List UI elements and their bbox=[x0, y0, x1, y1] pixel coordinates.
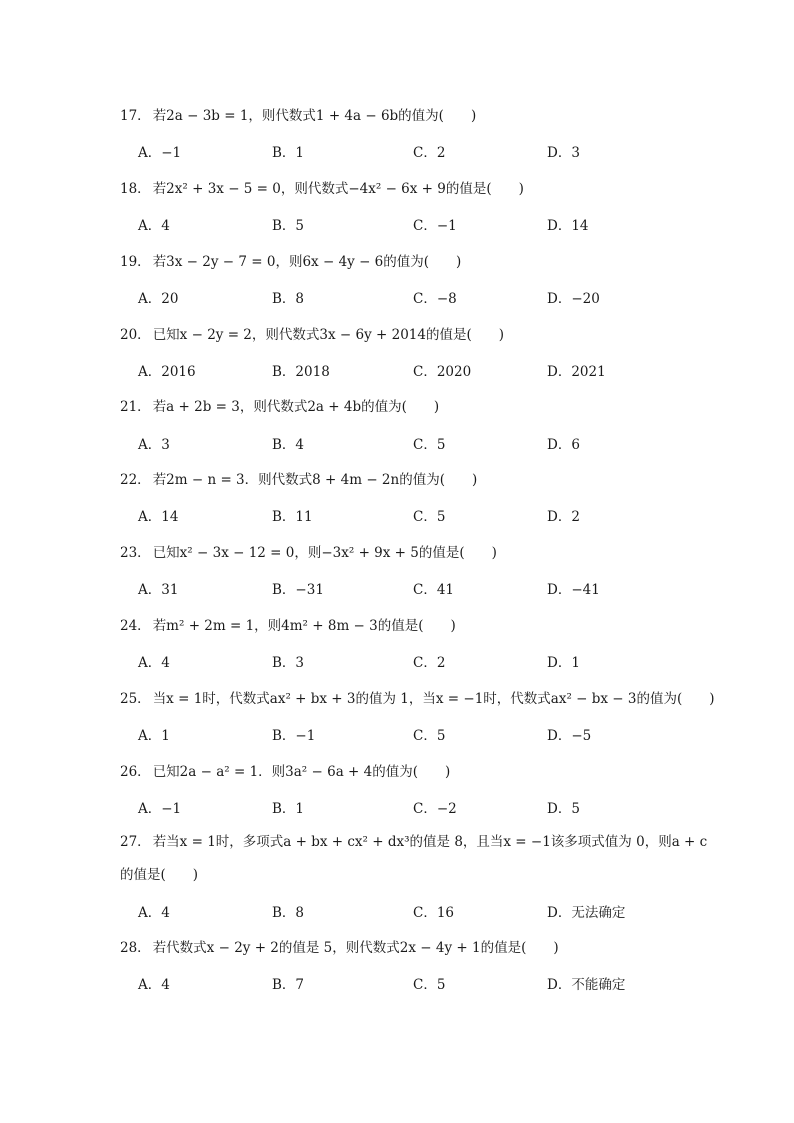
option-c: C．16 bbox=[413, 905, 455, 921]
question-number: 25． bbox=[120, 691, 151, 707]
option-d: D．6 bbox=[547, 437, 580, 453]
question-20 bbox=[120, 326, 504, 344]
options-18 bbox=[138, 217, 658, 235]
question-26 bbox=[120, 763, 450, 781]
question-28 bbox=[120, 939, 559, 957]
question-27-continuation: 的值是( ) bbox=[120, 867, 199, 883]
option-b: B．7 bbox=[272, 977, 305, 993]
question-number: 24． bbox=[120, 618, 151, 634]
options-19 bbox=[138, 290, 658, 308]
option-a: A．4 bbox=[138, 655, 170, 671]
option-b: B．−31 bbox=[272, 582, 324, 598]
option-d: D．不能确定 bbox=[547, 977, 626, 993]
option-b: B．5 bbox=[272, 218, 305, 234]
option-a: A．31 bbox=[138, 582, 179, 598]
option-b: B．4 bbox=[272, 437, 305, 453]
question-17 bbox=[120, 107, 476, 125]
option-b: B．11 bbox=[272, 509, 313, 525]
question-text: 若当x = 1时，多项式a + bx + cx² + dx³的值是 8，且当x = −1该多项式值为 0，则a + c bbox=[152, 834, 708, 850]
option-a: A．4 bbox=[138, 905, 170, 921]
option-a: A．−1 bbox=[138, 145, 182, 161]
question-number: 18． bbox=[120, 181, 151, 197]
option-a: A．14 bbox=[138, 509, 179, 525]
option-c: C．41 bbox=[413, 582, 455, 598]
question-text: 已知x − 2y = 2，则代数式3x − 6y + 2014的值是( ) bbox=[152, 327, 504, 343]
question-number: 22． bbox=[120, 472, 151, 488]
options-27 bbox=[138, 904, 658, 922]
question-24 bbox=[120, 617, 456, 635]
option-b: B．8 bbox=[272, 291, 305, 307]
option-c: C．5 bbox=[413, 728, 446, 744]
options-28 bbox=[138, 976, 658, 994]
question-23 bbox=[120, 544, 497, 562]
option-d: D．2021 bbox=[547, 364, 606, 380]
option-b: B．1 bbox=[272, 145, 305, 161]
option-a: A．3 bbox=[138, 437, 170, 453]
question-21 bbox=[120, 398, 439, 416]
option-a: A．2016 bbox=[138, 364, 196, 380]
option-b: B．2018 bbox=[272, 364, 330, 380]
question-number: 20． bbox=[120, 327, 151, 343]
options-22 bbox=[138, 508, 658, 526]
options-20 bbox=[138, 363, 658, 381]
options-23 bbox=[138, 581, 658, 599]
option-a: A．1 bbox=[138, 728, 170, 744]
question-27 bbox=[120, 833, 707, 851]
question-number: 27． bbox=[120, 834, 151, 850]
option-c: C．5 bbox=[413, 977, 446, 993]
options-21 bbox=[138, 436, 658, 454]
question-22 bbox=[120, 471, 477, 489]
question-text: 已知2a − a² = 1．则3a² − 6a + 4的值为( ) bbox=[152, 764, 451, 780]
question-text: 若3x − 2y − 7 = 0，则6x − 4y − 6的值为( ) bbox=[152, 254, 462, 270]
option-a: A．20 bbox=[138, 291, 179, 307]
option-c: C．2020 bbox=[413, 364, 472, 380]
question-text: 若2x² + 3x − 5 = 0，则代数式−4x² − 6x + 9的值是( ) bbox=[152, 181, 524, 197]
question-text: 若m² + 2m = 1，则4m² + 8m − 3的值是( ) bbox=[152, 618, 456, 634]
option-b: B．8 bbox=[272, 905, 305, 921]
question-18 bbox=[120, 180, 524, 198]
option-c: C．−2 bbox=[413, 801, 457, 817]
question-text: 若2a − 3b = 1，则代数式1 + 4a − 6b的值为( ) bbox=[152, 108, 477, 124]
question-text: 若2m − n = 3．则代数式8 + 4m − 2n的值为( ) bbox=[152, 472, 478, 488]
option-b: B．3 bbox=[272, 655, 305, 671]
option-c: C．2 bbox=[413, 145, 446, 161]
option-d: D．14 bbox=[547, 218, 589, 234]
question-19 bbox=[120, 253, 461, 271]
options-17 bbox=[138, 144, 658, 162]
option-a: A．4 bbox=[138, 218, 170, 234]
option-d: D．3 bbox=[547, 145, 580, 161]
question-number: 21． bbox=[120, 399, 151, 415]
option-c: C．−1 bbox=[413, 218, 457, 234]
question-number: 26． bbox=[120, 764, 151, 780]
question-text: 若a + 2b = 3，则代数式2a + 4b的值为( ) bbox=[152, 399, 440, 415]
option-b: B．1 bbox=[272, 801, 305, 817]
question-text: 若代数式x − 2y + 2的值是 5，则代数式2x − 4y + 1的值是( ) bbox=[152, 940, 559, 956]
options-24 bbox=[138, 654, 658, 672]
option-a: A．4 bbox=[138, 977, 170, 993]
option-d: D．无法确定 bbox=[547, 905, 626, 921]
option-d: D．−41 bbox=[547, 582, 600, 598]
option-c: C．5 bbox=[413, 509, 446, 525]
option-a: A．−1 bbox=[138, 801, 182, 817]
question-number: 17． bbox=[120, 108, 151, 124]
question-number: 28． bbox=[120, 940, 151, 956]
option-d: D．2 bbox=[547, 509, 580, 525]
option-b: B．−1 bbox=[272, 728, 316, 744]
question-text: 已知x² − 3x − 12 = 0，则−3x² + 9x + 5的值是( ) bbox=[152, 545, 497, 561]
options-26 bbox=[138, 800, 658, 818]
question-25 bbox=[120, 690, 715, 708]
option-d: D．5 bbox=[547, 801, 580, 817]
option-c: C．2 bbox=[413, 655, 446, 671]
question-number: 19． bbox=[120, 254, 151, 270]
options-25 bbox=[138, 727, 658, 745]
option-c: C．−8 bbox=[413, 291, 457, 307]
option-d: D．−5 bbox=[547, 728, 592, 744]
question-number: 23． bbox=[120, 545, 151, 561]
option-c: C．5 bbox=[413, 437, 446, 453]
option-d: D．1 bbox=[547, 655, 580, 671]
question-text: 当x = 1时，代数式ax² + bx + 3的值为 1，当x = −1时，代数式ax² − bx − 3的值为( ) bbox=[152, 691, 715, 707]
option-d: D．−20 bbox=[547, 291, 600, 307]
